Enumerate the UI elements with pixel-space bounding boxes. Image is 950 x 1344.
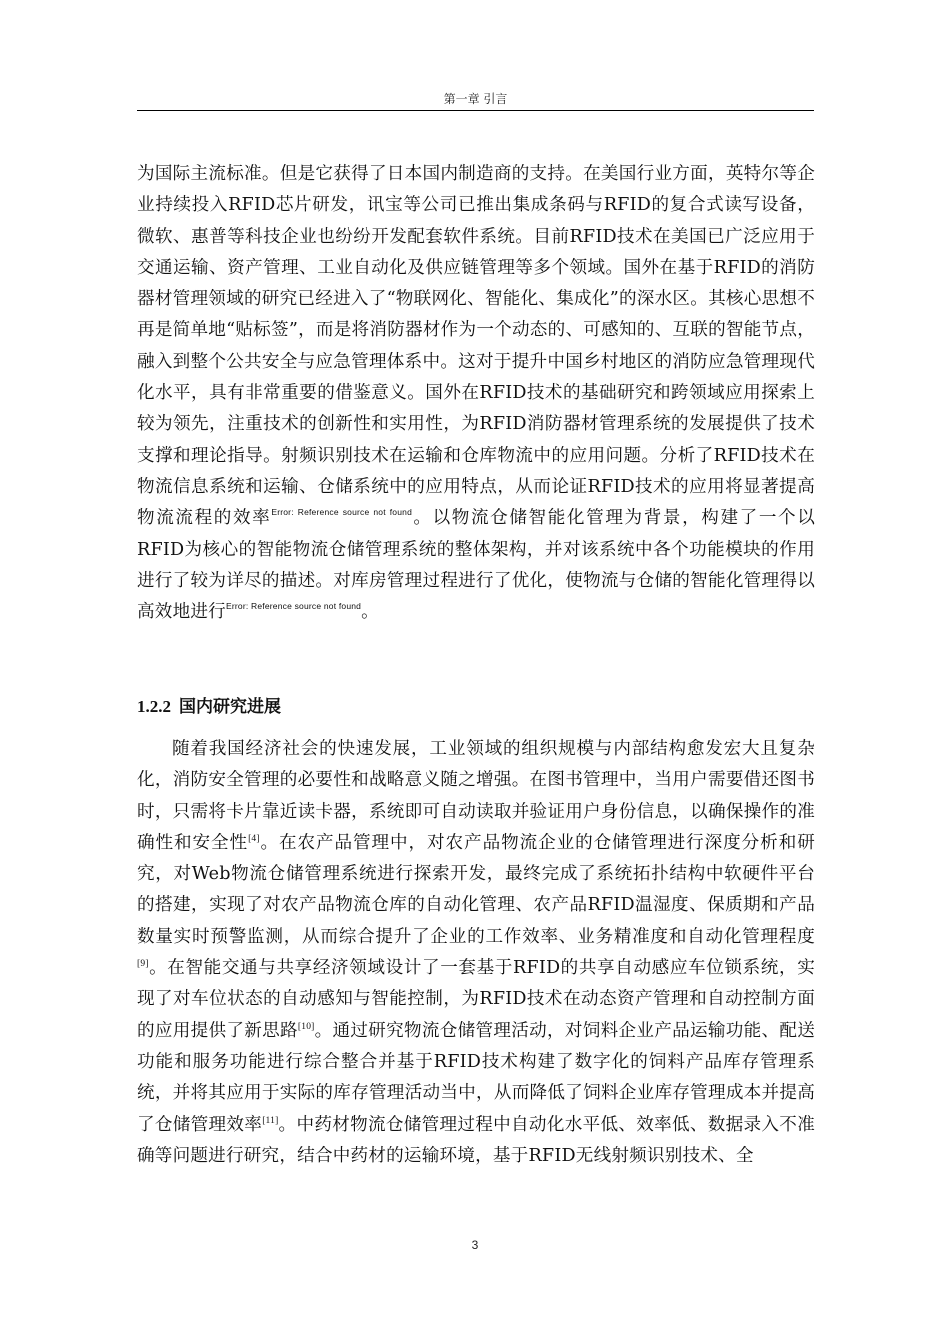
citation: [9] — [137, 959, 149, 970]
citation: [11] — [262, 1115, 279, 1126]
running-header: 第一章 引言 — [443, 92, 508, 106]
paragraph-text: 。以物流仓储智能化管理为背景，构建了一个以RFID为核心的智能物流仓储管理系统的整体架构，并对该系统中各个功能模块的作用进行了较为详尽的描述。对库房管理过程进行了优化，使物流与仓储的智能化管理得以高效地进行 — [137, 508, 815, 623]
paragraph-text: 。通过研究物流仓储管理活动，对饲料企业产品运输功能、配送功能和服务功能进行综合整合并基于RFID技术构建了数字化的饲料产品库存管理系统，并将其应用于实际的库存管理活动当中，从而降低了饲料企业库存管理成本并提高了仓储管理效率 — [137, 1020, 815, 1135]
reference-error: Error: Reference source not found — [225, 601, 362, 612]
paragraph-text: 。中药材物流仓储管理过程中自动化水平低、效率低、数据录入不准确等问题进行研究，结合中药材的运输环境，基于RFID无线射频识别技术、全 — [137, 1114, 815, 1166]
paragraph-text: 。在智能交通与共享经济领域设计了一套基于RFID的共享自动感应车位锁系统，实现了对车位状态的自动感知与智能控制，为RFID技术在动态资产管理和自动控制方面的应用提供了新思路 — [137, 958, 815, 1041]
citation: [4] — [248, 833, 260, 844]
section-heading — [137, 692, 281, 717]
body-paragraph-2 — [137, 734, 815, 1172]
page-number: 3 — [471, 1238, 479, 1252]
body-paragraph-1 — [137, 159, 815, 628]
paragraph-text: 随着我国经济社会的快速发展，工业领域的组织规模与内部结构愈发宏大且复杂化，消防安全管理的必要性和战略意义随之增强。在图书管理中，当用户需要借还图书时，只需将卡片靠近读卡器，系统即可自动读取并验证用户身份信息，以确保操作的准确性和安全性 — [137, 739, 815, 853]
section-number: 1.2.2 — [137, 697, 171, 716]
header-rule — [137, 110, 814, 111]
paragraph-text: 。在农产品管理中，对农产品物流企业的仓储管理进行深度分析和研究，对Web物流仓储管理系统进行探索开发，最终完成了系统拓扑结构中软硬件平台的搭建，实现了对农产品物流仓库的自动化管理、农产品RFID温湿度、保质期和产品数量实时预警监测，从而综合提升了企业的工作效率、业务精准度和自动化管理程度 — [137, 832, 815, 947]
paragraph-text: 。 — [361, 602, 379, 623]
citation: [10] — [297, 1021, 315, 1032]
reference-error: Error: Reference source not found — [271, 507, 413, 518]
section-title: 国内研究进展 — [179, 697, 281, 717]
paragraph-text: 为国际主流标准。但是它获得了日本国内制造商的支持。在美国行业方面，英特尔等企业持续投入RFID芯片研发，讯宝等公司已推出集成条码与RFID的复合式读写设备，微软、惠普等科技企业也纷纷开发配套软件系统。目前RFID技术在美国已广泛应用于交通运输、资产管理、工业自动化及供应链管理等多个领域。国外在基于RFID的消防器材管理领域的研究已经进入了“物联网化、智能化、集成化”的深水区。其核心思想不再是简单地“贴标签”，而是将消防器材作为一个动态的、可感知的、互联的智能节点，融入到整个公共安全与应急管理体系中。这对于提升中国乡村地区的消防应急管理现代化水平，具有非常重要的借鉴意义。国外在RFID技术的基础研究和跨领域应用探索上较为领先，注重技术的创新性和实用性，为RFID消防器材管理系统的发展提供了技术支撑和理论指导。射频识别技术在运输和仓库物流中的应用问题。分析了RFID技术在物流信息系统和运输、仓储系统中的应用特点，从而论证RFID技术的应用将显著提高物流流程的效率 — [137, 164, 815, 529]
